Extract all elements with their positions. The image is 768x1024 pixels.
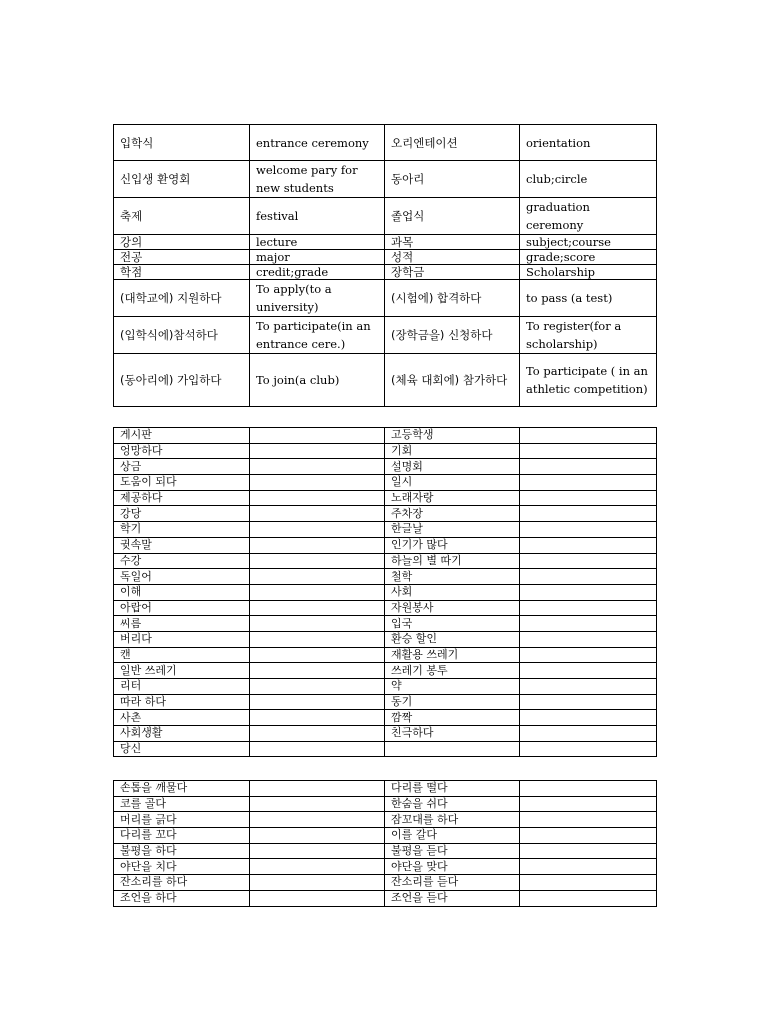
english-meaning-cell <box>250 828 385 844</box>
korean-term-cell: 독일어 <box>114 569 250 585</box>
english-meaning-cell: credit;grade <box>250 265 385 280</box>
korean-term-cell: 따라 하다 <box>114 694 250 710</box>
korean-term-cell: (입학식에)참석하다 <box>114 317 250 354</box>
english-meaning-cell: To participate(in an entrance cere.) <box>250 317 385 354</box>
english-meaning-cell <box>250 875 385 891</box>
english-meaning-cell <box>520 875 657 891</box>
table-row <box>114 600 657 616</box>
english-meaning-cell: orientation <box>520 125 657 161</box>
korean-term-cell: (체육 대회에) 참가하다 <box>385 354 520 407</box>
korean-term-cell: 사회 <box>385 584 520 600</box>
table-row <box>114 250 657 265</box>
english-meaning-cell: To apply(to a university) <box>250 280 385 317</box>
korean-term-cell: 버리다 <box>114 631 250 647</box>
korean-term-cell: 과목 <box>385 235 520 250</box>
korean-term-cell: 깜짝 <box>385 710 520 726</box>
table-row <box>114 796 657 812</box>
english-meaning-cell: graduation ceremony <box>520 198 657 235</box>
english-meaning-cell: To participate ( in an athletic competition) <box>520 354 657 407</box>
english-meaning-cell <box>520 859 657 875</box>
korean-term-cell: 불평을 하다 <box>114 843 250 859</box>
korean-term-cell: 한글날 <box>385 522 520 538</box>
korean-term-cell: 주차장 <box>385 506 520 522</box>
vocab-table-general <box>113 427 657 757</box>
english-meaning-cell: To join(a club) <box>250 354 385 407</box>
english-meaning-cell <box>520 475 657 491</box>
korean-term-cell: 환승 할인 <box>385 631 520 647</box>
korean-term-cell: 친극하다 <box>385 726 520 742</box>
english-meaning-cell: subject;course <box>520 235 657 250</box>
korean-term-cell: 설명회 <box>385 459 520 475</box>
english-meaning-cell <box>520 843 657 859</box>
korean-term-cell: 노래자랑 <box>385 490 520 506</box>
korean-term-cell: 일시 <box>385 475 520 491</box>
korean-term-cell: 엉망하다 <box>114 443 250 459</box>
english-meaning-cell <box>520 647 657 663</box>
english-meaning-cell: entrance ceremony <box>250 125 385 161</box>
table-row <box>114 553 657 569</box>
english-meaning-cell <box>520 459 657 475</box>
english-meaning-cell <box>250 428 385 444</box>
korean-term-cell: 동기 <box>385 694 520 710</box>
english-meaning-cell <box>250 522 385 538</box>
korean-term-cell: 쓰레기 봉투 <box>385 663 520 679</box>
english-meaning-cell: to pass (a test) <box>520 280 657 317</box>
english-meaning-cell <box>250 475 385 491</box>
korean-term-cell: 장학금 <box>385 265 520 280</box>
english-meaning-cell: major <box>250 250 385 265</box>
korean-term-cell: 씨름 <box>114 616 250 632</box>
table-row <box>114 522 657 538</box>
korean-term-cell: 당신 <box>114 741 250 757</box>
english-meaning-cell <box>250 796 385 812</box>
korean-term-cell: 철학 <box>385 569 520 585</box>
korean-term-cell: 제공하다 <box>114 490 250 506</box>
english-meaning-cell: welcome pary for new students <box>250 161 385 198</box>
korean-term-cell: 축제 <box>114 198 250 235</box>
english-meaning-cell <box>520 537 657 553</box>
korean-term-cell: 일반 쓰레기 <box>114 663 250 679</box>
korean-term-cell: 강의 <box>114 235 250 250</box>
korean-term-cell: 입국 <box>385 616 520 632</box>
english-meaning-cell <box>250 859 385 875</box>
korean-term-cell: 사촌 <box>114 710 250 726</box>
english-meaning-cell <box>250 537 385 553</box>
korean-term-cell: 성적 <box>385 250 520 265</box>
table-row <box>114 781 657 797</box>
english-meaning-cell <box>250 741 385 757</box>
korean-term-cell: 고등학생 <box>385 428 520 444</box>
korean-term-cell: 학점 <box>114 265 250 280</box>
vocab-table-expressions <box>113 780 657 907</box>
table-row <box>114 584 657 600</box>
english-meaning-cell: grade;score <box>520 250 657 265</box>
table-row <box>114 890 657 906</box>
english-meaning-cell <box>250 443 385 459</box>
korean-term-cell: 신입생 환영회 <box>114 161 250 198</box>
english-meaning-cell <box>250 726 385 742</box>
english-meaning-cell <box>250 812 385 828</box>
english-meaning-cell <box>250 710 385 726</box>
table-row <box>114 443 657 459</box>
english-meaning-cell <box>520 890 657 906</box>
korean-term-cell: 코를 골다 <box>114 796 250 812</box>
english-meaning-cell: festival <box>250 198 385 235</box>
table-row <box>114 428 657 444</box>
english-meaning-cell <box>250 569 385 585</box>
korean-term-cell: 불평을 듣다 <box>385 843 520 859</box>
english-meaning-cell <box>250 459 385 475</box>
korean-term-cell: 다리를 꼬다 <box>114 828 250 844</box>
korean-term-cell: 잔소리를 하다 <box>114 875 250 891</box>
english-meaning-cell <box>250 600 385 616</box>
table-row <box>114 125 657 161</box>
table-row <box>114 198 657 235</box>
table-row <box>114 317 657 354</box>
table-row <box>114 490 657 506</box>
table-row <box>114 265 657 280</box>
table-row <box>114 569 657 585</box>
table-row <box>114 235 657 250</box>
english-meaning-cell <box>520 600 657 616</box>
table-row <box>114 828 657 844</box>
korean-term-cell: 동아리 <box>385 161 520 198</box>
table-row <box>114 726 657 742</box>
english-meaning-cell <box>520 796 657 812</box>
korean-term-cell: (장학금을) 신청하다 <box>385 317 520 354</box>
table-row <box>114 875 657 891</box>
korean-term-cell: 다리를 떨다 <box>385 781 520 797</box>
korean-term-cell: (대학교에) 지원하다 <box>114 280 250 317</box>
english-meaning-cell: To register(for a scholarship) <box>520 317 657 354</box>
korean-term-cell: 게시판 <box>114 428 250 444</box>
english-meaning-cell <box>520 506 657 522</box>
english-meaning-cell <box>250 781 385 797</box>
english-meaning-cell <box>520 828 657 844</box>
english-meaning-cell <box>520 726 657 742</box>
english-meaning-cell <box>520 631 657 647</box>
korean-term-cell: 사회생활 <box>114 726 250 742</box>
korean-term-cell: 귓속말 <box>114 537 250 553</box>
korean-term-cell: 상금 <box>114 459 250 475</box>
english-meaning-cell <box>520 679 657 695</box>
english-meaning-cell <box>250 694 385 710</box>
english-meaning-cell <box>250 490 385 506</box>
table-row <box>114 694 657 710</box>
table-row <box>114 663 657 679</box>
english-meaning-cell <box>520 428 657 444</box>
korean-term-cell: 손톱을 깨물다 <box>114 781 250 797</box>
english-meaning-cell <box>520 663 657 679</box>
english-meaning-cell <box>250 553 385 569</box>
korean-term-cell: 졸업식 <box>385 198 520 235</box>
korean-term-cell: 인기가 많다 <box>385 537 520 553</box>
korean-term-cell: 도움이 되다 <box>114 475 250 491</box>
english-meaning-cell <box>250 890 385 906</box>
korean-term-cell: 오리엔테이션 <box>385 125 520 161</box>
english-meaning-cell <box>250 616 385 632</box>
english-meaning-cell <box>250 647 385 663</box>
table-row <box>114 537 657 553</box>
english-meaning-cell <box>520 490 657 506</box>
table-row <box>114 843 657 859</box>
korean-term-cell: 조언을 하다 <box>114 890 250 906</box>
english-meaning-cell <box>520 812 657 828</box>
korean-term-cell: 조언을 듣다 <box>385 890 520 906</box>
english-meaning-cell <box>520 584 657 600</box>
english-meaning-cell: Scholarship <box>520 265 657 280</box>
english-meaning-cell <box>520 522 657 538</box>
english-meaning-cell <box>250 679 385 695</box>
korean-term-cell: 수강 <box>114 553 250 569</box>
korean-term-cell: 머리를 긁다 <box>114 812 250 828</box>
english-meaning-cell <box>250 843 385 859</box>
korean-term-cell: 학기 <box>114 522 250 538</box>
korean-term-cell: 리터 <box>114 679 250 695</box>
korean-term-cell: 한숨을 쉬다 <box>385 796 520 812</box>
korean-term-cell: (동아리에) 가입하다 <box>114 354 250 407</box>
korean-term-cell: 하늘의 별 따기 <box>385 553 520 569</box>
korean-term-cell: 약 <box>385 679 520 695</box>
english-meaning-cell <box>520 781 657 797</box>
korean-term-cell: 야단을 치다 <box>114 859 250 875</box>
korean-term-cell: (시험에) 합격하다 <box>385 280 520 317</box>
english-meaning-cell <box>520 569 657 585</box>
table-row <box>114 354 657 407</box>
korean-term-cell: 이해 <box>114 584 250 600</box>
korean-term-cell: 야단을 맞다 <box>385 859 520 875</box>
korean-term-cell: 기회 <box>385 443 520 459</box>
english-meaning-cell <box>250 584 385 600</box>
english-meaning-cell <box>520 443 657 459</box>
table-row <box>114 812 657 828</box>
korean-term-cell: 강당 <box>114 506 250 522</box>
table-row <box>114 506 657 522</box>
english-meaning-cell <box>520 694 657 710</box>
english-meaning-cell <box>520 553 657 569</box>
korean-term-cell: 캔 <box>114 647 250 663</box>
table-row <box>114 631 657 647</box>
table-row <box>114 679 657 695</box>
table-row <box>114 859 657 875</box>
korean-term-cell: 입학식 <box>114 125 250 161</box>
english-meaning-cell: club;circle <box>520 161 657 198</box>
korean-term-cell: 이를 갈다 <box>385 828 520 844</box>
korean-term-cell: 전공 <box>114 250 250 265</box>
english-meaning-cell <box>250 506 385 522</box>
english-meaning-cell <box>250 663 385 679</box>
vocab-table-university <box>113 124 657 407</box>
table-row <box>114 616 657 632</box>
english-meaning-cell <box>520 710 657 726</box>
english-meaning-cell <box>520 741 657 757</box>
korean-term-cell <box>385 741 520 757</box>
table-row <box>114 459 657 475</box>
korean-term-cell: 아랍어 <box>114 600 250 616</box>
korean-term-cell: 잠꼬대를 하다 <box>385 812 520 828</box>
english-meaning-cell <box>520 616 657 632</box>
table-row <box>114 475 657 491</box>
table-row <box>114 741 657 757</box>
table-row <box>114 710 657 726</box>
korean-term-cell: 잔소리를 듣다 <box>385 875 520 891</box>
english-meaning-cell: lecture <box>250 235 385 250</box>
english-meaning-cell <box>250 631 385 647</box>
korean-term-cell: 재활용 쓰레기 <box>385 647 520 663</box>
table-row <box>114 280 657 317</box>
korean-term-cell: 자원봉사 <box>385 600 520 616</box>
table-row <box>114 161 657 198</box>
table-row <box>114 647 657 663</box>
